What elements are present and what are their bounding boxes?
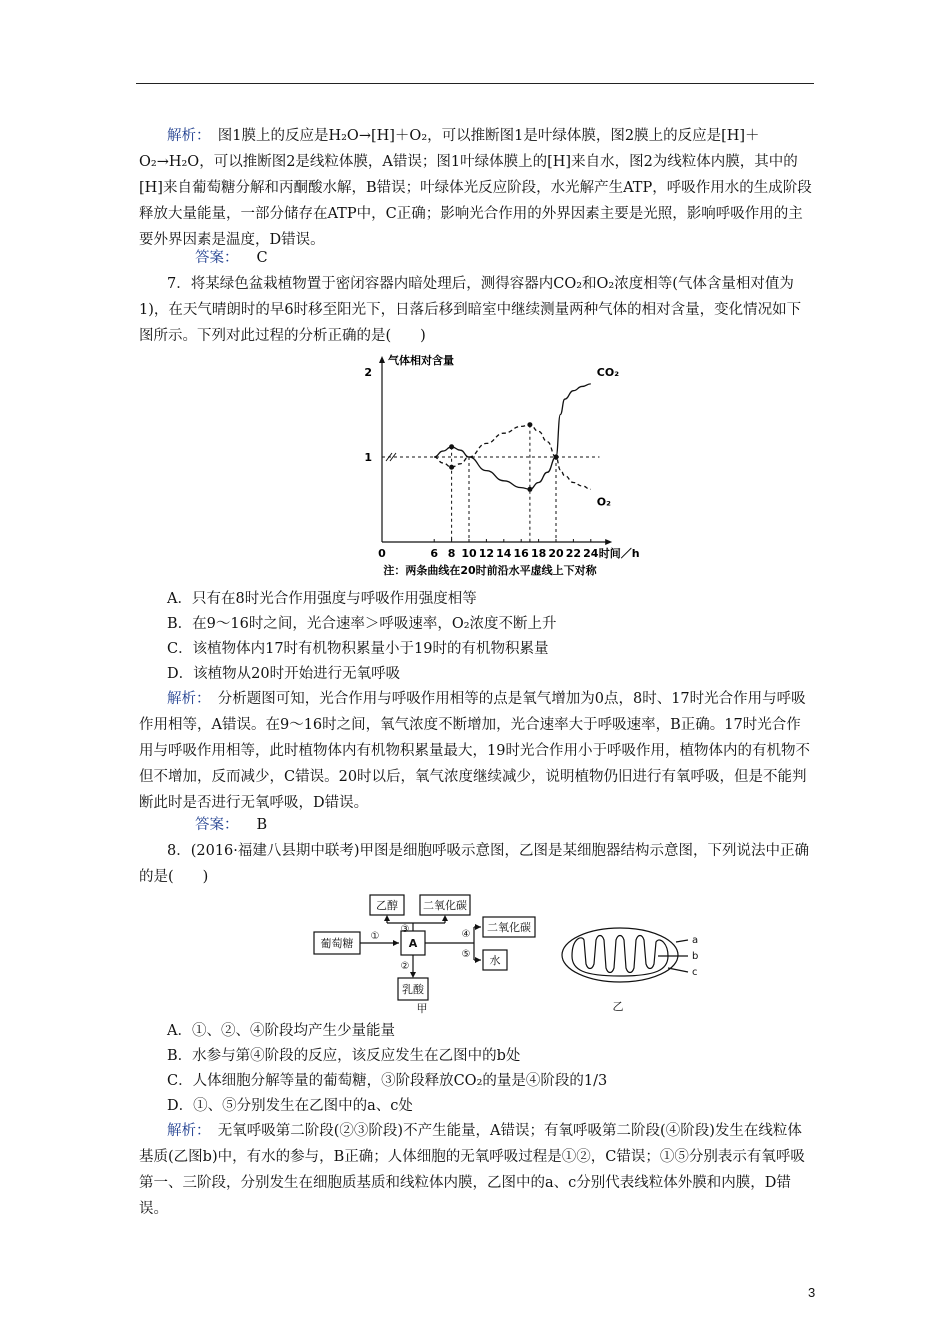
- y-axis-arrow: [379, 356, 385, 363]
- q8-option-b: B．水参与第④阶段的反应，该反应发生在乙图中的b处: [167, 1048, 521, 1064]
- q8-analysis-text: 无氧呼吸第二阶段(②③阶段)不产生能量，A错误；有氧呼吸第二阶段(④阶段)发生在线粒体基质(乙图b)中，有水的参与，B正确；人体细胞的无氧呼吸过程是①②，C错误；①⑤分别表示有氧呼吸第一、三阶段，分别发生在细胞质基质和线粒体内膜，乙图中的a、c分别代表线粒体外膜和内膜，D错误。: [139, 1123, 805, 1217]
- chart-note: 注：两条曲线在20时前沿水平虚线上下对称: [383, 564, 597, 577]
- q6-analysis-label: 解析：: [167, 128, 204, 144]
- data-point: [527, 487, 532, 492]
- mito-label-a: a: [692, 935, 699, 946]
- mito-label-c: c: [692, 967, 698, 978]
- data-point: [554, 455, 559, 460]
- x-tick-label: 20: [548, 547, 564, 560]
- A-label: A: [408, 937, 418, 950]
- glucose-label: 葡萄糖: [320, 937, 354, 950]
- q6-analysis: [139, 123, 815, 253]
- x-tick-label: 14: [496, 547, 512, 560]
- step-3: ③: [400, 924, 410, 935]
- q7-analysis-label: 解析：: [167, 691, 204, 707]
- step-4: ④: [461, 929, 471, 940]
- x-tick-label: 12: [478, 547, 495, 560]
- q7-chart: [340, 352, 640, 582]
- step-2: ②: [400, 961, 410, 972]
- x-tick-label: 22: [565, 547, 582, 560]
- series-label: CO₂: [596, 365, 620, 379]
- x-tick-label: 0: [378, 547, 386, 560]
- header-rule: [136, 83, 814, 84]
- x-tick-label: 16: [513, 547, 529, 560]
- x-tick-label: 6: [430, 547, 439, 560]
- q8-analysis-label: 解析：: [167, 1123, 204, 1139]
- data-point: [449, 444, 454, 449]
- x-tick-label: 24: [583, 547, 599, 560]
- step-1: ①: [370, 931, 380, 942]
- q7-answer: [139, 812, 815, 838]
- series-line-o2: [434, 425, 591, 490]
- data-point: [449, 465, 454, 470]
- mito-inner-membrane: [572, 936, 668, 977]
- mito-label-b: b: [692, 951, 699, 962]
- series-label: O₂: [596, 495, 611, 509]
- y-axis-label: 气体相对含量: [388, 354, 454, 367]
- q6-answer-label: 答案：: [195, 250, 239, 266]
- q8-stem: 8．(2016·福建八县期中联考)甲图是细胞呼吸示意图，乙图是某细胞器结构示意图，下列说法中正确的是( ): [139, 843, 810, 885]
- q6-analysis-text: 图1膜上的反应是H₂O→[H]＋O₂，可以推断图1是叶绿体膜，图2膜上的反应是[H]＋O₂→H₂O，可以推断图2是线粒体膜，A错误；图1叶绿体膜上的[H]来自水，图2为线粒体内膜，其中的[H]来自葡萄糖分解和丙酮酸水解，B错误；叶绿体光反应阶段，水光解产生ATP，呼吸作用水的生成阶段释放大量能量，一部分储存在ATP中，C正确；影响光合作用的外界因素主要是光照，影响呼吸作用的主要外界因素是温度，D错误。: [139, 128, 812, 248]
- q7-analysis-text: 分析题图可知，光合作用与呼吸作用相等的点是氧气增加为0点，8时、17时光合作用与呼吸作用相等，A错误。在9～16时之间，氧气浓度不断增加，光合速率大于呼吸速率，B正确。17时光合作用与呼吸作用相等，此时植物体内有机物积累量最大，19时光合作用小于呼吸作用，植物体内的有机物不但不增加，反而减少，C错误。20时以后，氧气浓度继续减少，说明植物仍旧进行有氧呼吸，但是不能判断此时是否进行无氧呼吸，D错误。: [139, 691, 810, 811]
- q6-answer: [139, 245, 815, 271]
- q8-option-a: A．①、②、④阶段均产生少量能量: [167, 1023, 395, 1039]
- q7-option-b: B．在9～16时之间，光合速率＞呼吸速率，O₂浓度不断上升: [167, 616, 557, 632]
- q8-analysis: [139, 1118, 815, 1222]
- x-tick-label: 10: [461, 547, 477, 560]
- q7-analysis: [139, 686, 815, 816]
- x-tick-label: 18: [530, 547, 547, 560]
- co2-top-label: 二氧化碳: [423, 899, 467, 912]
- label-jia: 甲: [416, 1002, 428, 1015]
- page-number: 3: [808, 1285, 816, 1300]
- y-tick-label: 1: [364, 451, 372, 464]
- q7-answer-value: B: [256, 817, 268, 833]
- y-tick-label: 2: [364, 366, 372, 379]
- q7-stem: 7．将某绿色盆栽植物置于密闭容器内暗处理后，测得容器内CO₂和O₂浓度相等(气体含量相对值为1)，在天气晴朗时的早6时移至阳光下，日落后移到暗室中继续测量两种气体的相对含量，变化情况如下图所示。下列对此过程的分析正确的是( ): [139, 276, 802, 344]
- step-5: ⑤: [461, 949, 471, 960]
- lactic-label: 乳酸: [402, 983, 424, 996]
- q8-option-c: C．人体细胞分解等量的葡萄糖，③阶段释放CO₂的量是④阶段的1/3: [167, 1073, 608, 1089]
- water-label: 水: [489, 954, 501, 967]
- series-line-co2: [434, 384, 591, 489]
- x-tick-label: 8: [447, 547, 456, 560]
- q6-answer-value: C: [256, 250, 268, 266]
- q7-answer-label: 答案：: [195, 817, 239, 833]
- co2-right-label: 二氧化碳: [487, 921, 531, 934]
- ethanol-label: 乙醇: [376, 899, 398, 912]
- q8-diagram: [300, 890, 720, 1020]
- label-yi: 乙: [612, 1000, 624, 1013]
- data-point: [527, 422, 532, 427]
- x-axis-label: 时间／h: [598, 547, 640, 560]
- q8-option-d: D．①、⑤分别发生在乙图中的a、c处: [167, 1098, 413, 1114]
- x-axis-arrow: [605, 539, 612, 545]
- q7-option-d: D．该植物从20时开始进行无氧呼吸: [167, 666, 401, 682]
- q7-option-a: A．只有在8时光合作用强度与呼吸作用强度相等: [167, 591, 477, 607]
- q7-option-c: C．该植物体内17时有机物积累量小于19时的有机物积累量: [167, 641, 549, 657]
